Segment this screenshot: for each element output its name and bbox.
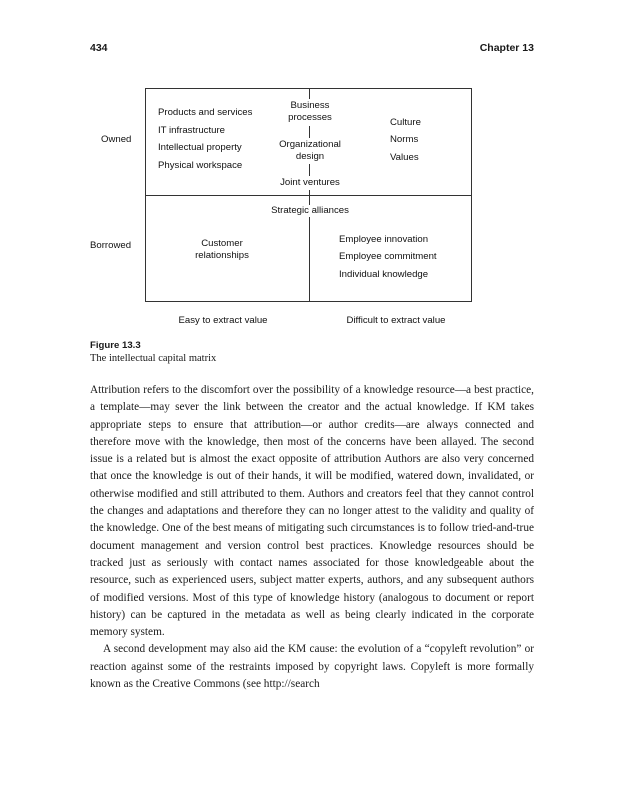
owned-difficult-item: Norms xyxy=(390,134,419,145)
borrowed-difficult-item: Employee commitment xyxy=(339,251,437,262)
owned-easy-item: Physical workspace xyxy=(158,160,243,171)
paragraph: Attribution refers to the discomfort over the possibility of a knowledge resource—a best practice, a template—may sever the link between the creator and the actual knowledge. If KM takes appropriate steps to ensure that attribution—or author credits—are always connected and therefore move with the knowledge, then most of the concerns have been allayed. The second issue is a related but is almost the exact opposite of attribution Authors are also very concerned that once the knowledge is out of their hands, it will be modified, watered down, invalidated, or otherwise modified and still attributed to them. Authors and creators feel that they cannot control the changes and adaptations and therefore they can no longer attest to the validity and quality of the knowledge. One of the best means of mitigating such circumstances is to follow tried-and-true document management and version control best practices. Knowledge resources should be tracked just as seriously with contact names associated for those knowledgeable about the resource, such as experienced users, subject matter experts, authors, and any subsequent authors of modified versions. Most of this type of knowledge history (analogous to document or report history) can be captured in the metadata as well as being clearly indicated in the corporate memory system. xyxy=(90,384,534,639)
matrix-vertical-divider-mid2 xyxy=(309,164,310,176)
paragraph: A second development may also aid the KM cause: the evolution of a “copyleft revolution” or reaction against some of the restraints imposed by copyright laws. Copyleft is more formally known as the Creative Commons (see http://search xyxy=(90,643,534,691)
owned-easy-item: Intellectual property xyxy=(158,142,242,153)
body-text xyxy=(90,382,534,693)
row-label-borrowed: Borrowed xyxy=(90,240,132,251)
chapter-title: Chapter 13 xyxy=(479,42,534,54)
owned-easy-item: Products and services xyxy=(158,107,253,118)
column-label-easy: Easy to extract value xyxy=(178,315,268,326)
matrix-vertical-divider-bottom xyxy=(309,217,310,302)
column-label-difficult: Difficult to extract value xyxy=(346,315,446,326)
borrowed-easy-item: Customer relationships xyxy=(195,238,249,261)
center-item-strategic-alliances: Strategic alliances xyxy=(271,205,349,216)
matrix-vertical-divider-mid1 xyxy=(309,126,310,138)
center-item-organizational-design: Organizational design xyxy=(279,139,341,162)
matrix-vertical-divider-mid3 xyxy=(309,190,310,205)
borrowed-difficult-item: Individual knowledge xyxy=(339,269,429,280)
owned-difficult-item: Values xyxy=(390,152,419,163)
page-number: 434 xyxy=(90,42,108,54)
owned-easy-item: IT infrastructure xyxy=(158,125,226,136)
center-item-business-processes: Business processes xyxy=(288,100,332,123)
owned-difficult-item: Culture xyxy=(390,117,421,128)
borrowed-difficult-item: Employee innovation xyxy=(339,234,429,245)
figure-caption: The intellectual capital matrix xyxy=(90,353,217,364)
matrix-vertical-divider-top xyxy=(309,88,310,99)
center-item-joint-ventures: Joint ventures xyxy=(280,177,340,188)
figure-label: Figure 13.3 xyxy=(90,340,141,351)
row-label-owned: Owned xyxy=(101,134,132,145)
